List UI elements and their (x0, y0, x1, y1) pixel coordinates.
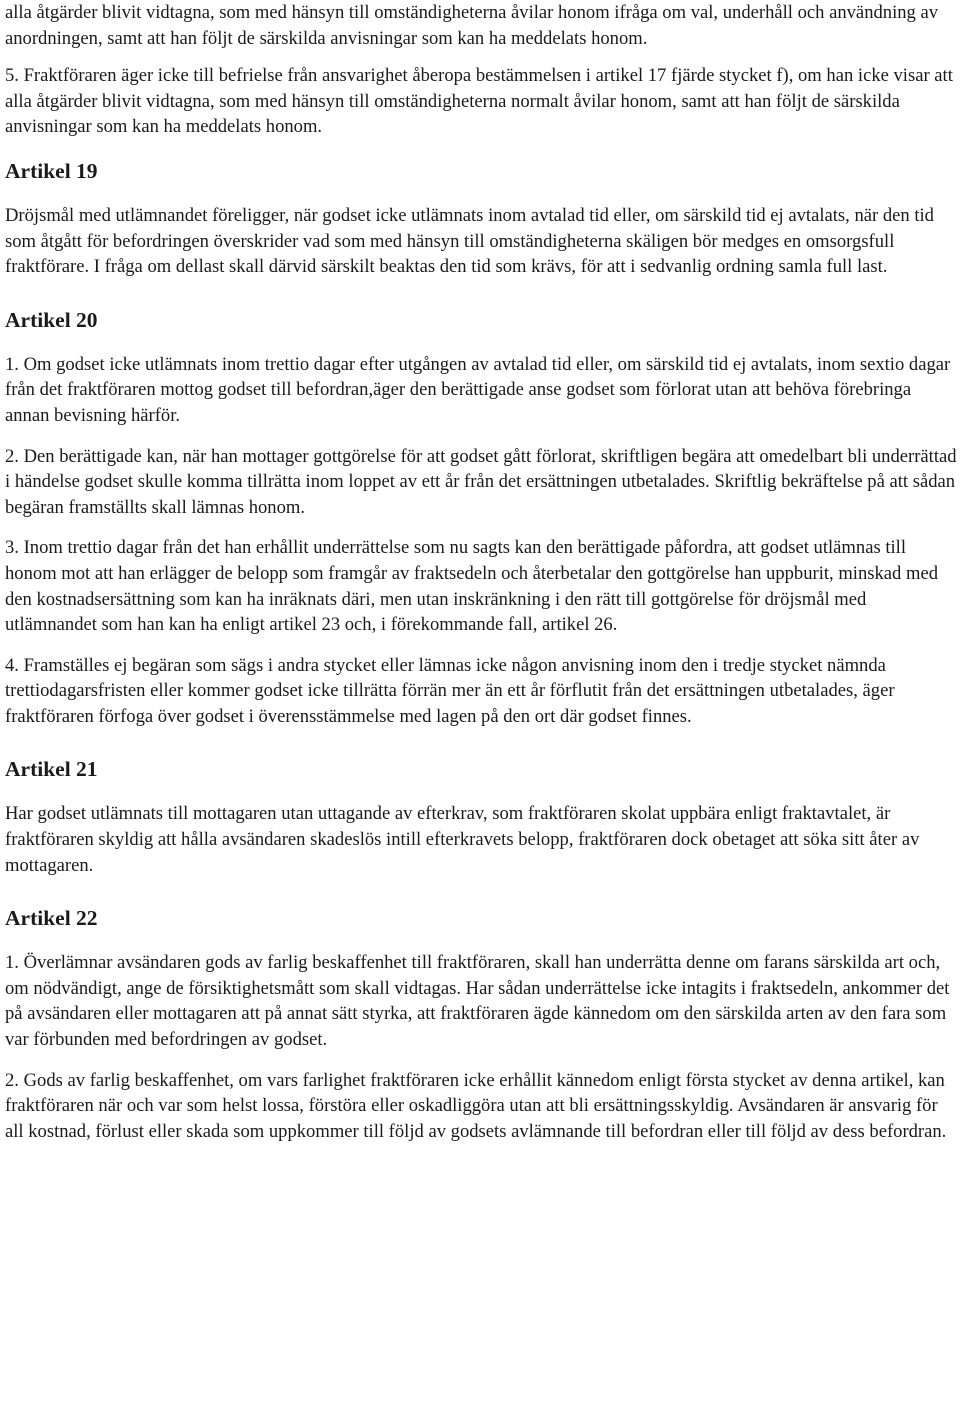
article-22-paragraph-2: 2. Gods av farlig beskaffenhet, om vars farlighet fraktföraren icke erhållit kännedom enligt första stycket av denna artikel, kan fraktföraren när och var som helst lossa, förstöra eller oskadliggöra utan att bli ersättningsskyldig. Avsändaren är ansvarig för all kostnad, förlust eller skada som uppkommer till följd av godsets avlämnande till befordran eller till följd av dess befordran. (5, 1069, 947, 1142)
article-21-heading: Artikel 21 (5, 757, 98, 782)
article-22-heading: Artikel 22 (5, 906, 98, 931)
article-20-heading: Artikel 20 (5, 307, 98, 332)
article-17-paragraph-5: 5. Fraktföraren äger icke till befrielse från ansvarighet åberopa bestämmelsen i artikel 17 fjärde stycket f), om han icke visar att alla åtgärder blivit vidtagna, som med hänsyn till omständigheterna normalt åvilar honom, samt att han följt de särskilda anvisningar som kan ha meddelats honom. (5, 65, 953, 138)
article-20-paragraph-1: 1. Om godset icke utlämnats inom trettio dagar efter utgången av avtalad tid eller, om särskild tid ej avtalats, inom sextio dagar från det fraktföraren mottog godset till befordran,äger den berättigade anse godset som förlorat utan att behöva förebringa annan bevisning härför. (5, 353, 951, 426)
article-20-paragraph-4: 4. Framställes ej begäran som sägs i andra stycket eller lämnas icke någon anvisning inom den i tredje stycket nämnda trettiodagarsfristen eller kommer godset icke tillrätta förrän mer än ett år förflutit från det ersättningen utbetalades, äger fraktföraren förfoga över godset i överensstämmelse med lagen på den ort där godset finnes. (5, 654, 895, 727)
article-21-paragraph: Har godset utlämnats till mottagaren utan uttagande av efterkrav, som fraktföraren skolat uppbära enligt fraktavtalet, är fraktföraren skyldig att hålla avsändaren skadeslös intill efterkravets belopp, fraktföraren dock obetaget att söka sitt åter av mottagaren. (5, 803, 920, 876)
document-page (5, 0, 957, 1144)
article-20-paragraph-3: 3. Inom trettio dagar från det han erhållit underrättelse som nu sagts kan den berättigade påfordra, att godset utlämnas till honom mot att han erlägger de belopp som framgår av fraktsedeln och återbetalar den gottgörelse han uppburit, minskad med den kostnadsersättning som kan ha inräknats däri, men utan inskränkning i den rätt till gottgörelse för dröjsmål med utlämnandet som han kan ha enligt artikel 23 och, i förekommande fall, artikel 26. (5, 537, 939, 636)
article-20-paragraph-2: 2. Den berättigade kan, när han mottager gottgörelse för att godset gått förlorat, skriftligen begära att omedelbart bli underrättad i händelse godset skulle komma tillrätta inom loppet av ett år från det ersättningen utbetalades. Skriftlig bekräftelse på att sådan begäran framställts skall lämnas honom. (5, 445, 957, 518)
article-19-heading: Artikel 19 (5, 158, 98, 183)
article-19-paragraph: Dröjsmål med utlämnandet föreligger, när godset icke utlämnats inom avtalad tid eller, om särskild tid ej avtalats, när den tid som åtgått för befordringen överskrider vad som med hänsyn till omständigheterna skäligen bör medges en omsorgsfull fraktförare. I fråga om dellast skall därvid särskilt beaktas den tid som krävs, för att i sedvanlig ordning samla full last. (5, 204, 934, 278)
intro-continuation-paragraph: alla åtgärder blivit vidtagna, som med hänsyn till omständigheterna åvilar honom ifråga om val, underhåll och användning av anordningen, samt att han följt de särskilda anvisningar som kan ha meddelats honom. (5, 2, 939, 49)
article-22-paragraph-1: 1. Överlämnar avsändaren gods av farlig beskaffenhet till fraktföraren, skall han underrätta denne om farans särskilda art och, om nödvändigt, ange de försiktighetsmått som skall vidtagas. Har sådan underrättelse icke intagits i fraktsedeln, ankommer det på avsändaren eller mottagaren att på annat sätt styrka, att fraktföraren ägde kännedom om den särskilda arten av den fara som var förbunden med befordringen av godset. (5, 952, 950, 1051)
